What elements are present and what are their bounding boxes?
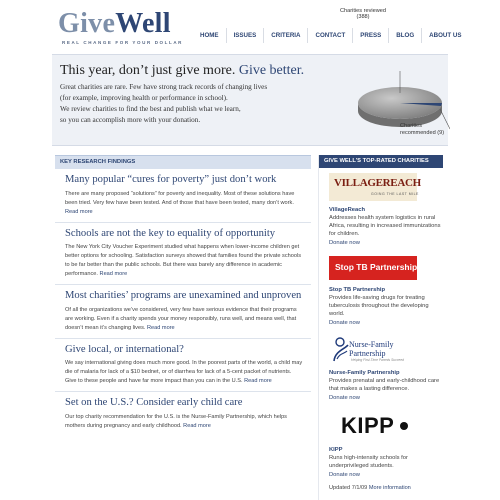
- site-header: [0, 0, 500, 52]
- findings-heading: KEY RESEARCH FINDINGS: [55, 155, 311, 169]
- hero-banner: [52, 54, 448, 146]
- nav-blog[interactable]: BLOG: [388, 28, 421, 43]
- read-more-link[interactable]: Read more: [65, 208, 93, 215]
- pie-label-reviewed: [340, 8, 386, 20]
- charity-desc: Runs high-intensity schools for underprivileged students.: [329, 455, 408, 469]
- hero-text: [60, 82, 300, 126]
- pie-reviewed-count: (388): [356, 14, 370, 20]
- finding-title[interactable]: Schools are not the key to equality of opportunity: [65, 227, 276, 239]
- hero-title-main: This year, don’t just give more.: [60, 63, 236, 78]
- charity-item: [319, 331, 443, 406]
- charity-name[interactable]: Stop TB Partnership: [329, 287, 386, 293]
- pie-recommended-count: recommended (9): [400, 130, 445, 136]
- nav-about-us[interactable]: ABOUT US: [421, 28, 468, 43]
- charity-desc: Addresses health system logistics in rural Africa, resulting in increased immunizations for children.: [329, 215, 441, 237]
- hero-title: [60, 63, 304, 79]
- charity-name[interactable]: VillageReach: [329, 207, 365, 213]
- finding-item: [55, 285, 311, 339]
- villagereach-logo-sub: GOING THE LAST MILE: [371, 192, 419, 196]
- updated-date: Updated 7/1/09: [329, 485, 368, 491]
- key-research-findings: [55, 155, 311, 500]
- villagereach-logo-text: VILLAGEREACH: [334, 177, 421, 189]
- nav-criteria[interactable]: CRITERIA: [263, 28, 307, 43]
- logo-give: Give: [58, 8, 116, 39]
- pie-label-recommended: [400, 123, 444, 137]
- villagereach-logo[interactable]: [329, 173, 421, 201]
- more-information-link[interactable]: More information: [368, 485, 411, 491]
- finding-body: [65, 306, 303, 333]
- charities-heading: GIVE WELL’S TOP-RATED CHARITIES: [319, 155, 443, 168]
- kipp-dot-icon: [399, 421, 409, 431]
- finding-item: [55, 169, 311, 223]
- donate-now-link[interactable]: Donate now: [329, 320, 360, 326]
- hero-line: Great charities are rare. Few have strong track records of changing lives: [60, 83, 268, 91]
- read-more-link[interactable]: Read more: [147, 324, 175, 331]
- finding-body: [65, 359, 303, 386]
- charity-item: [319, 251, 443, 331]
- main-nav: [193, 28, 468, 43]
- logo-well: Well: [115, 8, 171, 39]
- charity-name[interactable]: Nurse-Family Partnership: [329, 370, 400, 376]
- top-rated-charities: [318, 155, 443, 500]
- hero-line: so you can accomplish more with your donation.: [60, 116, 201, 124]
- donate-now-link[interactable]: Donate now: [329, 240, 360, 246]
- read-more-link[interactable]: Read more: [99, 271, 128, 277]
- finding-item: [55, 339, 311, 393]
- finding-body: [65, 413, 303, 431]
- read-more-link[interactable]: Read more: [183, 422, 211, 429]
- finding-title[interactable]: Give local, or international?: [65, 343, 184, 355]
- stop-tb-logo[interactable]: [329, 256, 417, 280]
- nurse-family-partnership-logo[interactable]: [329, 336, 417, 364]
- stop-tb-logo-text: Stop TB Partnership: [335, 262, 418, 272]
- hero-line: (for example, improving health or performance in school).: [60, 94, 228, 102]
- givewell-logo[interactable]: [58, 10, 171, 38]
- finding-text: There are many proposed “solutions” for poverty and inequality. Most of these solutions have been tried. Very few have been tested. And of those that have been tested, many don’t work.: [65, 190, 295, 206]
- finding-body: [65, 243, 303, 279]
- charity-desc: Provides life-saving drugs for treating tuberculosis throughout the developing world.: [329, 295, 429, 317]
- finding-item: [55, 392, 311, 436]
- charity-desc: Provides prenatal and early-childhood care that makes a lasting difference.: [329, 378, 440, 392]
- charity-item: [319, 406, 443, 483]
- charity-item: [319, 168, 443, 251]
- kipp-logo-text: KIPP: [341, 413, 395, 438]
- nav-home[interactable]: HOME: [193, 28, 226, 43]
- finding-title[interactable]: Set on the U.S.? Consider early child care: [65, 397, 243, 408]
- pie-reviewed-text: Charities reviewed: [340, 8, 387, 14]
- nav-press[interactable]: PRESS: [352, 28, 388, 43]
- updated-line: [319, 485, 443, 491]
- finding-text: The New York City Voucher Experiment studied what happens when lower-income children get better options for schooling. Satisfaction surveys showed that families found the private schools to be far better than the public schools. But there was barely any difference in academic performance.: [65, 244, 301, 277]
- finding-text: We say international giving does much more good. In the poorest parts of the world, a child may die of malaria for lack of a $10 bednet, or of diarrhea for lack of a 5-cent packet of nutrients. Give to these people and have far more impact than you can in the U.S.: [65, 360, 303, 384]
- hero-line: We review charities to find the best and publish what we learn,: [60, 105, 241, 113]
- donate-now-link[interactable]: Donate now: [329, 472, 360, 478]
- finding-text: Of all the organizations we’ve considered, very few have serious evidence that their programs are working. Even if a charity spends your money responsibly, runs well, and means well, that doesn’t mean it’s changing lives.: [65, 306, 297, 331]
- pie-recommended-text: Charities: [400, 123, 423, 129]
- nfp-logo-sub: Helping First-Time Parents Succeed: [351, 358, 404, 362]
- finding-title[interactable]: Many popular “cures for poverty” just don’t work: [65, 174, 277, 185]
- charity-name[interactable]: KIPP: [329, 447, 343, 453]
- tagline: REAL CHANGE FOR YOUR DOLLAR: [62, 40, 184, 45]
- read-more-link[interactable]: Read more: [244, 378, 272, 384]
- hero-title-accent: Give better.: [238, 63, 305, 78]
- finding-text: Our top charity recommendation for the U.S. is the Nurse-Family Partnership, which helps mothers during pregnancy and early childhood.: [65, 413, 287, 429]
- kipp-logo[interactable]: [329, 411, 417, 441]
- nfp-logo-text: Nurse-Family Partnership: [349, 340, 394, 358]
- nav-contact[interactable]: CONTACT: [307, 28, 352, 43]
- finding-title[interactable]: Most charities’ programs are unexamined and unproven: [65, 290, 302, 301]
- donate-now-link[interactable]: Donate now: [329, 395, 360, 401]
- nav-issues[interactable]: ISSUES: [226, 28, 264, 43]
- finding-body: [65, 190, 303, 217]
- finding-item: [55, 223, 311, 286]
- nfp-figure-icon: [331, 337, 351, 363]
